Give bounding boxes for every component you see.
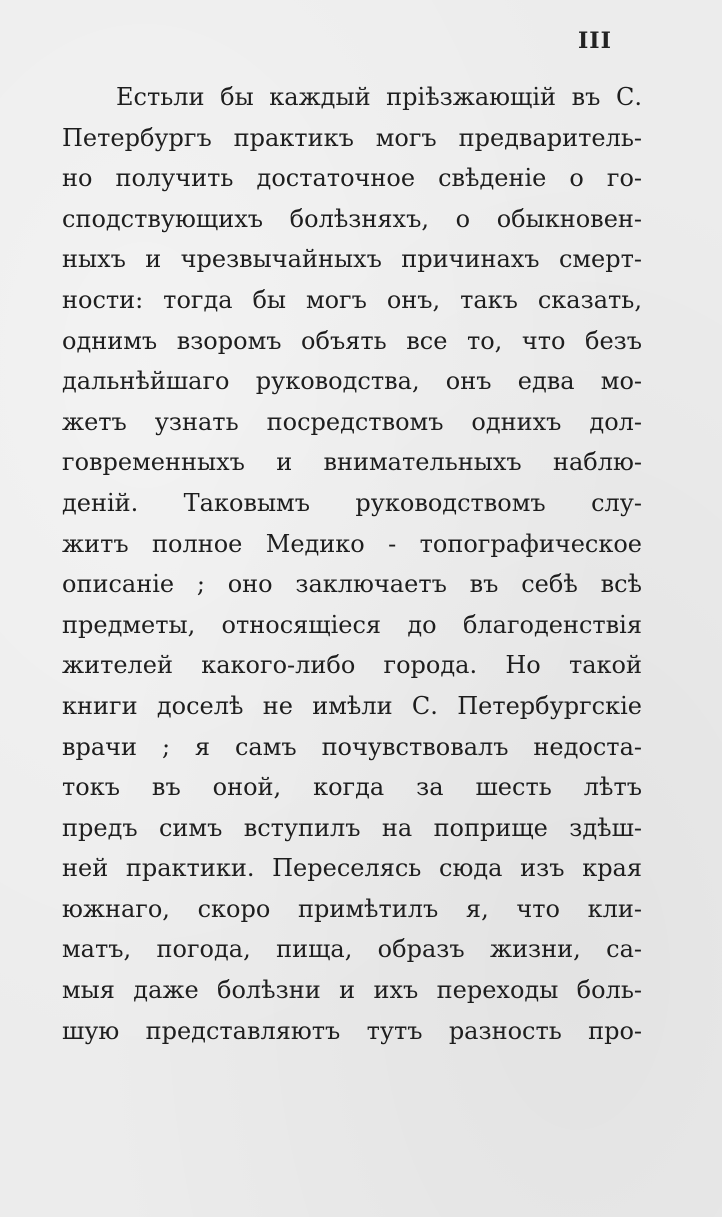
text-line: ней практики. Переселясь сюда изъ края [62,854,642,883]
text-line: мыя даже болѣзни и ихъ переходы боль- [62,976,642,1005]
text-line: жетъ узнать посредствомъ однихъ дол- [62,407,642,436]
text-line: житъ полное Медико - топографическое [62,529,642,558]
text-line: предметы, относящіеся до благоденствія [62,610,642,639]
text-line: Петербургъ практикъ могъ предваритель- [62,123,642,152]
text-line: ныхъ и чрезвычайныхъ причинахъ смерт- [62,245,642,274]
text-line: токъ въ оной, когда за шесть лѣтъ [62,773,642,802]
text-line: матъ, погода, пища, образъ жизни, са- [62,935,642,964]
text-line: южнаго, скоро примѣтилъ я, что кли- [62,894,642,923]
text-line: говременныхъ и внимательныхъ наблю- [62,448,642,477]
text-line: сподствующихъ болѣзняхъ, о обыкновен- [62,204,642,233]
text-line: шую представляютъ тутъ разность про- [62,1016,642,1045]
text-line: предъ симъ вступилъ на поприще здѣш- [62,813,642,842]
text-line: врачи ; я самъ почувствовалъ недоста- [62,732,642,761]
page-number: III [578,28,612,54]
text-line: деній. Таковымъ руководствомъ слу- [62,488,642,517]
text-line: дальнѣйшаго руководства, онъ едва мо- [62,367,642,396]
text-line: описаніе ; оно заключаетъ въ себѣ всѣ [62,570,642,599]
text-line: ности: тогда бы могъ онъ, такъ сказать, [62,285,642,314]
text-line: но получить достаточное свѣденіе о го- [62,164,642,193]
text-line: Естьли бы каждый пріѣзжающій въ С. [116,83,642,111]
text-line: книги доселѣ не имѣли С. Петербургскіе [62,691,642,720]
text-line: однимъ взоромъ объять все то, что безъ [62,326,642,355]
body-text [62,77,642,1051]
text-line: жителей какого-либо города. Но такой [62,651,642,680]
